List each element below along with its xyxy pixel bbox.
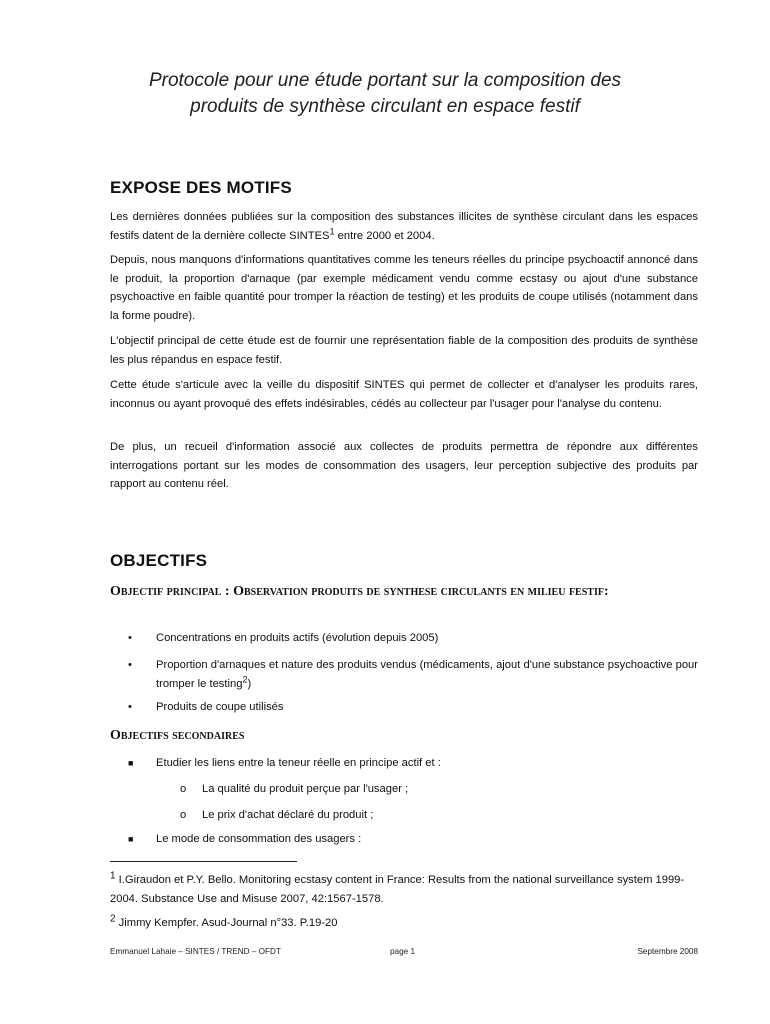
footnote-text: Jimmy Kempfer. Asud-Journal n°33. P.19-20 [115, 917, 338, 929]
section-heading-objectifs: OBJECTIFS [110, 551, 208, 570]
bullet-icon: • [128, 701, 132, 713]
footnote-text: I.Giraudon et P.Y. Bello. Monitoring ecstasy content in France: Results from the national surveillance system 1999-2004. Substance Use and Misuse 2007, 42:1567-1578. [110, 874, 685, 905]
paragraph-5: De plus, un recueil d'information associé aux collectes de produits permettra de répondre aux différentes interrogations portant sur les modes de consommation des usagers, leur perception subjective des produits par rapport au contenu réel. [110, 441, 698, 491]
paragraph-4: Cette étude s'articule avec la veille du dispositif SINTES qui permet de collecter et d'analyser les produits rares, inconnus ou ayant provoqué des effets indésirables, cédés au collecteur par l'usager pour l'analyse du contenu. [110, 379, 698, 410]
title-line-2: produits de synthèse circulant en espace festif [190, 96, 580, 117]
sub-list-item-text: Le prix d'achat déclaré du produit ; [202, 809, 374, 821]
paragraph-3: L'objectif principal de cette étude est de fournir une représentation fiable de la composition des produits de synthèse les plus répandus en espace festif. [110, 335, 698, 366]
footnote-2 [110, 914, 700, 933]
document-title [100, 68, 670, 120]
footnote-number: 2 [110, 913, 116, 925]
section-heading-expose: EXPOSE DES MOTIFS [110, 178, 292, 197]
footnote-divider [110, 861, 297, 862]
paragraph-1-end: entre 2000 et 2004. [334, 229, 435, 242]
paragraph-2: Depuis, nous manquons d'informations quantitatives comme les teneurs réelles du principe psychoactif annoncé dans le produit, la proportion d'arnaque (par exemple médicament vendu comme ecstasy ou ajout d'une substance psychoactive en faible quantité pour tromper la réaction de testing) et les produits de coupe utilisés (notamment dans la forme poudre). [110, 254, 698, 323]
square-bullet-icon: ■ [128, 758, 134, 768]
footnote-ref-2: 2 [242, 673, 248, 684]
objectif-principal-heading: Objectif principal : Observation produits de synthese circulants en milieu festif: [110, 584, 609, 599]
circle-bullet-icon: o [180, 783, 187, 795]
footnote-1 [110, 871, 700, 908]
square-bullet-icon: ■ [128, 834, 134, 844]
footer-page-number: page 1 [390, 947, 416, 956]
paragraph-1 [110, 208, 698, 245]
bullet-icon: • [128, 659, 132, 671]
footnote-number: 1 [110, 870, 116, 882]
footer-author: Emmanuel Lahaie – SINTES / TREND – OFDT [110, 947, 281, 956]
list-item-text [156, 656, 698, 693]
paragraph-1-text: Les dernières données publiées sur la composition des substances illicites de synthèse circulant dans les espaces festifs datent de la dernière collecte SINTES [110, 211, 698, 242]
list-item-text: Concentrations en produits actifs (évolution depuis 2005) [156, 632, 439, 644]
list-item-text: Produits de coupe utilisés [156, 701, 284, 713]
title-line-1: Protocole pour une étude portant sur la composition des [148, 70, 622, 91]
list-item-text: Etudier les liens entre la teneur réelle en principe actif et : [156, 757, 441, 769]
objectifs-secondaires-heading: Objectifs secondaires [110, 728, 245, 743]
sub-list-item-text: La qualité du produit perçue par l'usager ; [202, 783, 409, 795]
list-item-text-main: Proportion d'arnaques et nature des produits vendus (médicaments, ajout d'une substance psychoactive pour tromper le testing [156, 659, 698, 690]
list-item-text: Le mode de consommation des usagers : [156, 833, 362, 845]
list-item-text-end: ) [247, 677, 252, 690]
circle-bullet-icon: o [180, 809, 187, 821]
footer-date: Septembre 2008 [637, 947, 698, 956]
bullet-icon: • [128, 632, 132, 644]
footnote-ref-1: 1 [329, 225, 335, 236]
